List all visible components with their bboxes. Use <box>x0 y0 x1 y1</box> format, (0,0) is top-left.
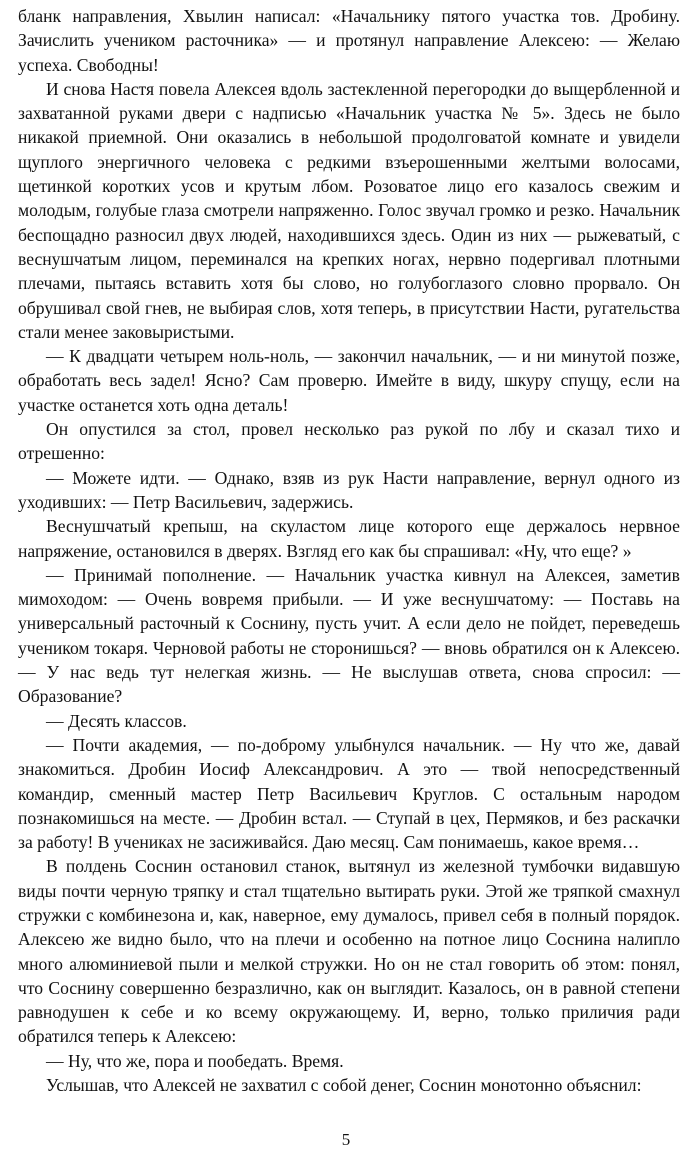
paragraph-1: бланк направления, Хвылин написал: «Начальнику пятого участка тов. Дробину. Зачислить учеником расточника» — и протянул направление Алексею: — Желаю успеха. Свободны! <box>18 6 680 75</box>
paragraph-12: Услышав, что Алексей не захватил с собой денег, Соснин монотонно объяснил: <box>46 1075 642 1096</box>
page-number: 5 <box>341 1130 351 1149</box>
paragraph-3: — К двадцати четырем ноль-ноль, — закончил начальник, — и ни минутой позже, обработать весь задел! Ясно? Сам проверю. Имейте в виду, шкуру спущу, если на участке останется хоть одна деталь! <box>18 346 680 415</box>
paragraph-10: В полдень Соснин остановил станок, вытянул из железной тумбочки видавшую виды почти черную тряпку и стал тщательно вытирать руки. Этой же тряпкой смахнул стружки с комбинезона и, как, наверное, ему думалось, привел себя в полный порядок. Алексею же видно было, что на плечи и особенно на потное лицо Соснина налипло много алюминиевой пыли и мелкой стружки. Но он не стал говорить об этом: понял, что Соснину совершенно безразлично, как он выглядит. Казалось, он в равной степени равнодушен к себе и ко всему окружающему. И, верно, только приличия ради обратился теперь к Алексею: <box>18 856 680 1047</box>
paragraph-4: Он опустился за стол, провел несколько раз рукой по лбу и сказал тихо и отрешенно: <box>18 419 680 464</box>
paragraph-11: — Ну, что же, пора и пообедать. Время. <box>46 1050 344 1071</box>
paragraph-6: Веснушчатый крепыш, на скуластом лице которого еще держалось нервное напряжение, остановился в дверях. Взгляд его как бы спрашивал: «Ну, что еще? » <box>18 516 680 561</box>
paragraph-2: И снова Настя повела Алексея вдоль застекленной перегородки до выщербленной и захватанной руками двери с надписью «Начальник участка № 5». Здесь не было никакой приемной. Они оказались в небольшой продолговатой комнате и увидели щуплого энергичного человека с редкими взъерошенными желтыми волосами, щетинкой коротких усов и крутым лбом. Розоватое лицо его казалось свежим и молодым, голубые глаза смотрели напряженно. Голос звучал громко и резко. Начальник беспощадно разносил двух людей, находившихся здесь. Один из них — рыжеватый, с веснушчатым лицом, переминался на крепких ногах, нервно подергивал плотными плечами, пытаясь вставить хотя бы слово, но голубоглазого словно прорвало. Он обрушивал свой гнев, не выбирая слов, хотя теперь, в присутствии Насти, ругательства стали менее заковыристыми. <box>18 78 680 342</box>
paragraph-5: — Можете идти. — Однако, взяв из рук Насти направление, вернул одного из уходивших: — Петр Васильевич, задержись. <box>18 467 680 512</box>
paragraph-7: — Принимай пополнение. — Начальник участка кивнул на Алексея, заметив мимоходом: — Очень вовремя прибыли. — И уже веснушчатому: — Поставь на универсальный расточный к Соснину, пусть учит. А если дело не пойдет, переведешь учеником токаря. Черновой работы не сторонишься? — вновь обратился он к Алексею. — У нас ведь тут нелегкая жизнь. — Не выслушав ответа, снова спросил: — Образование? <box>18 564 680 707</box>
paragraph-9: — Почти академия, — по-доброму улыбнулся начальник. — Ну что же, давай знакомиться. Дробин Иосиф Александрович. А это — твой непосредственный командир, сменный мастер Петр Васильевич Круглов. С остальным народом познакомишься на месте. — Дробин встал. — Ступай в цех, Пермяков, и без раскачки за работу! В учениках не засиживайся. Даю месяц. Сам понимаешь, какое время… <box>18 734 680 853</box>
paragraph-8: — Десять классов. <box>46 710 187 731</box>
